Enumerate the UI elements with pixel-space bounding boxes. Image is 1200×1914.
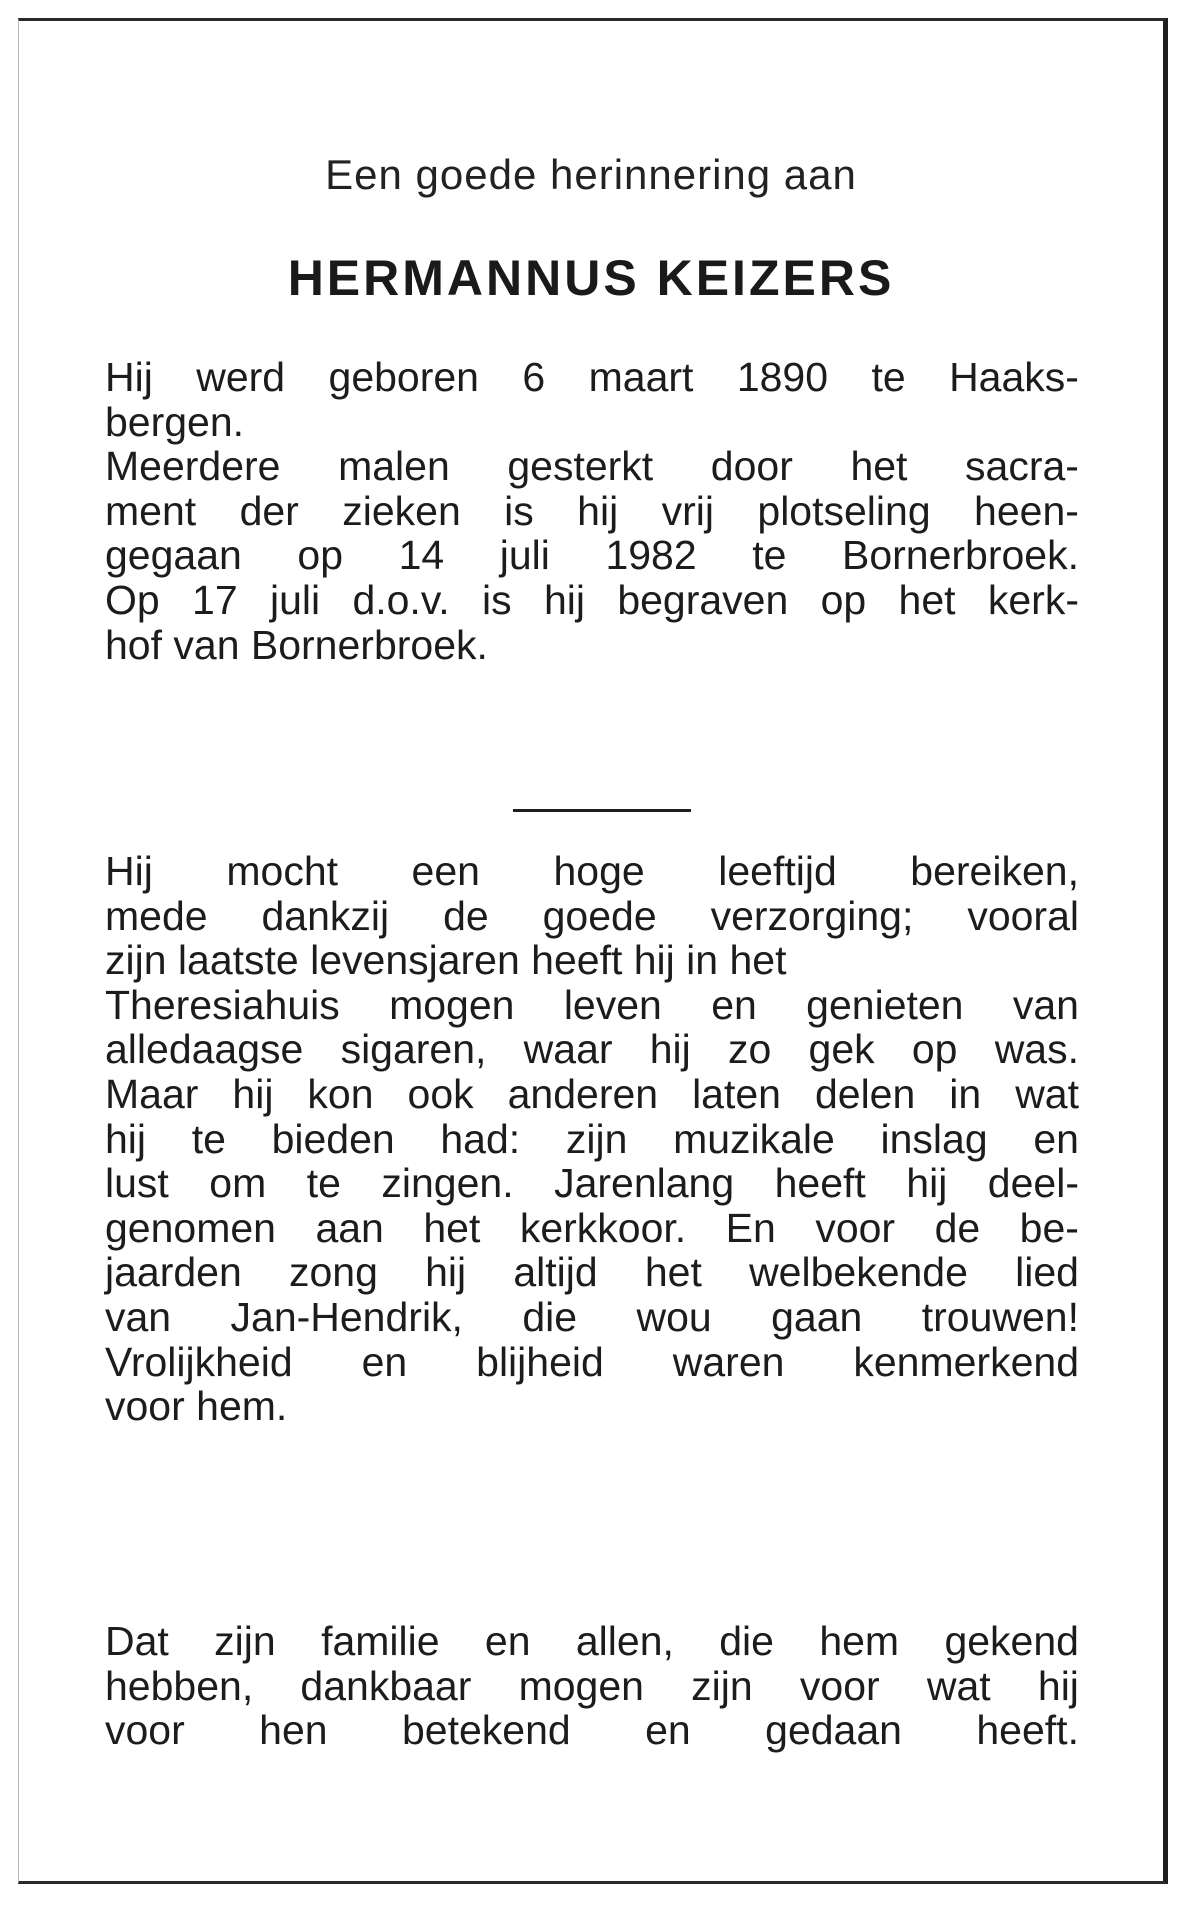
text-line: Hij werd geboren 6 maart 1890 te Haaks-: [105, 354, 1079, 400]
intro-line: Een goede herinnering aan: [325, 151, 857, 198]
text-line: alledaagse sigaren, waar hij zo gek op was.: [105, 1026, 1079, 1073]
memorial-card: [18, 18, 1168, 1884]
text-line: mede dankzij de goede verzorging; vooral: [105, 892, 1079, 939]
text-line: hebben, dankbaar mogen zijn voor wat hij: [105, 1662, 1079, 1709]
deceased-name: HERMANNUS KEIZERS: [287, 250, 895, 306]
text-line: Hij mocht een hoge leeftijd bereiken,: [105, 848, 1079, 894]
paragraph-closing: [105, 1619, 1079, 1753]
text-line: Op 17 juli d.o.v. is hij begraven op het kerk-: [105, 576, 1079, 623]
text-line: lust om te zingen. Jarenlang heeft hij deel-: [105, 1160, 1079, 1207]
text-line: bergen.: [105, 398, 245, 445]
text-line: voor hen betekend en gedaan heeft.: [105, 1707, 1079, 1754]
text-line: zijn laatste levensjaren heeft hij in het: [105, 937, 787, 984]
section-divider: [513, 809, 691, 812]
text-line: hof van Bornerbroek.: [105, 621, 488, 668]
text-line: Maar hij kon ook anderen laten delen in wat: [105, 1070, 1079, 1117]
text-line: genomen aan het kerkkoor. En voor de be-: [105, 1204, 1079, 1251]
text-line: Meerdere malen gesterkt door het sacra-: [105, 443, 1079, 490]
text-line: hij te bieden had: zijn muzikale inslag en: [105, 1115, 1079, 1162]
text-line: jaarden zong hij altijd het welbekende lied: [105, 1249, 1079, 1296]
text-line: voor hem.: [105, 1383, 288, 1430]
text-line: Vrolijkheid en blijheid waren kenmerkend: [105, 1338, 1079, 1385]
paragraph-biography: [105, 355, 1079, 667]
text-line: ment der zieken is hij vrij plotseling heen-: [105, 487, 1079, 534]
paragraph-remembrance: [105, 849, 1079, 1429]
text-line: Dat zijn familie en allen, die hem gekend: [105, 1618, 1079, 1664]
text-line: van Jan-Hendrik, die wou gaan trouwen!: [105, 1293, 1079, 1340]
text-line: gegaan op 14 juli 1982 te Bornerbroek.: [105, 532, 1079, 579]
text-line: Theresiahuis mogen leven en genieten van: [105, 981, 1079, 1028]
